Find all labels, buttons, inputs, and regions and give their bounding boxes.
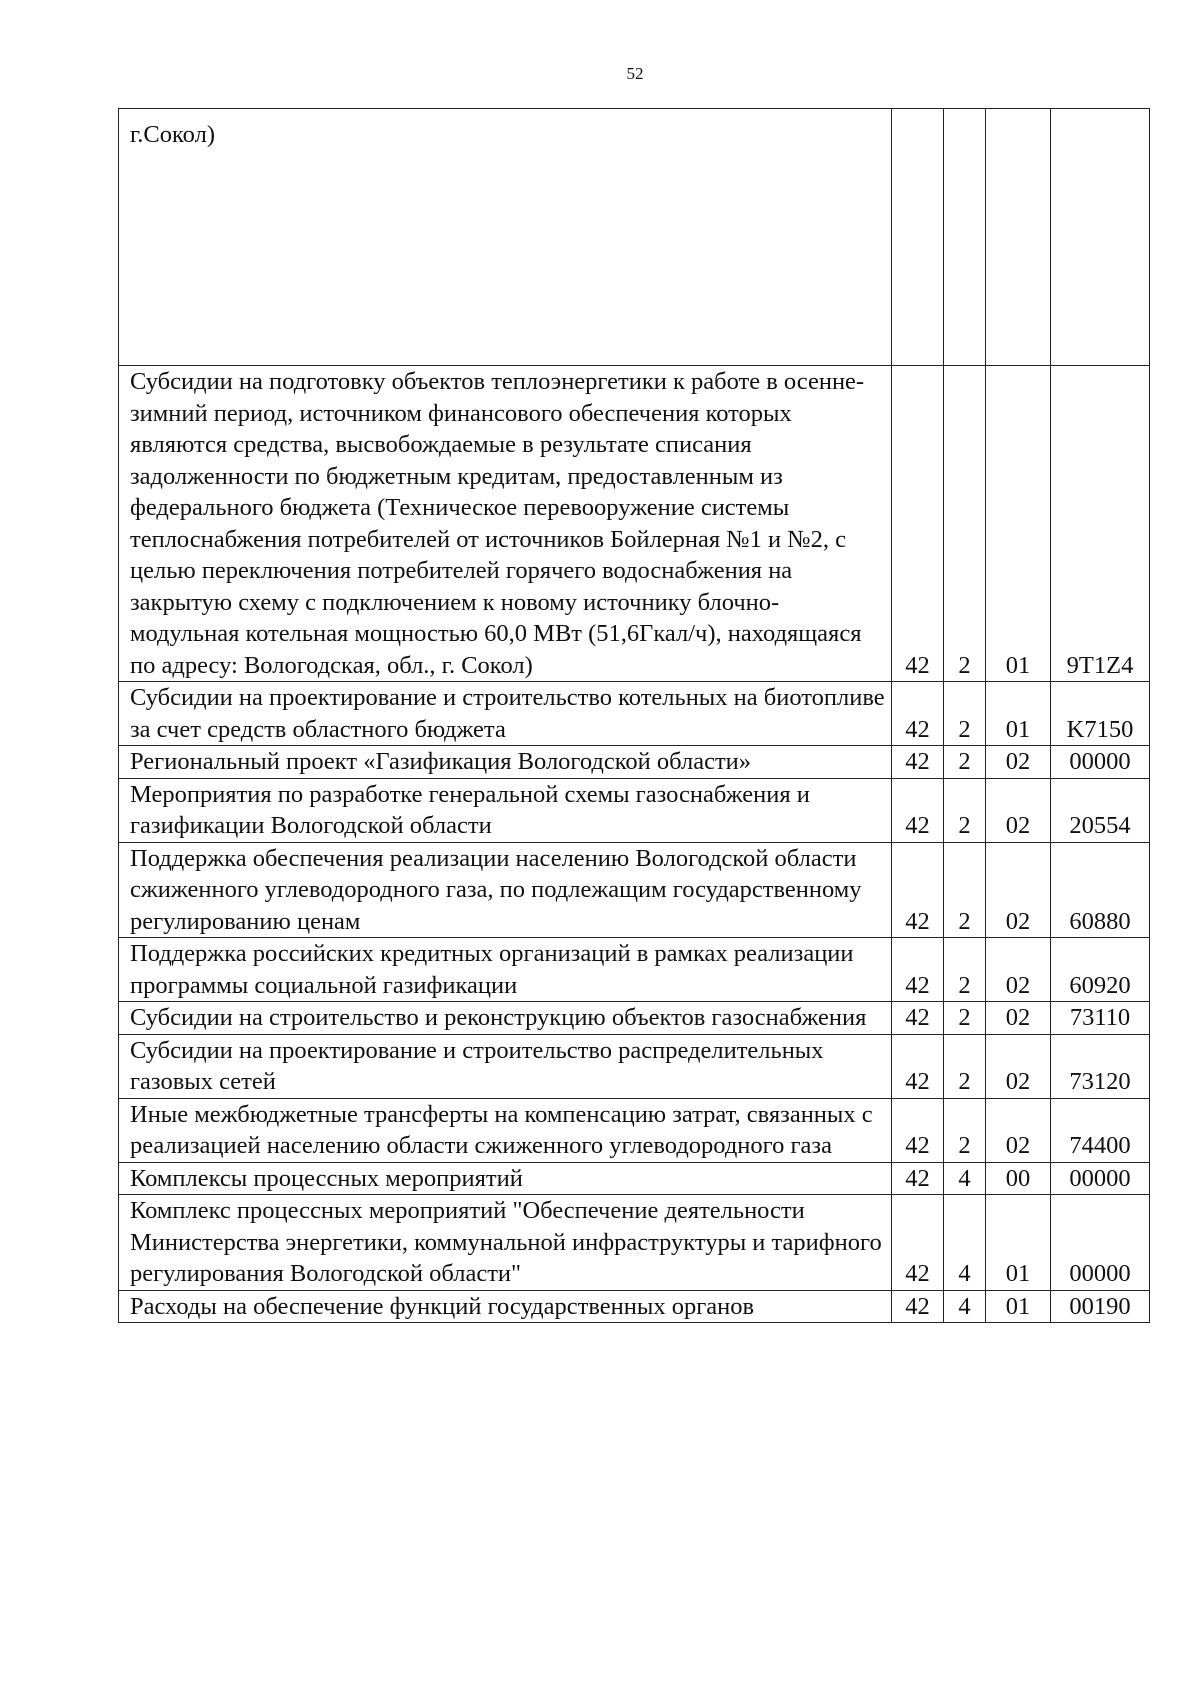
expense-name-cell: г.Сокол) (119, 109, 892, 366)
event-code-cell: 02 (986, 746, 1051, 779)
direction-code-cell: 00000 (1051, 746, 1150, 779)
subprogram-code-cell: 4 (944, 1162, 986, 1195)
table-row (119, 1290, 1150, 1323)
event-code-cell: 02 (986, 1098, 1051, 1162)
table-row (119, 778, 1150, 842)
program-code-cell (892, 109, 944, 366)
table-row (119, 1162, 1150, 1195)
expense-name-cell: Мероприятия по разработке генеральной схемы газоснабжения и газификации Вологодской области (119, 778, 892, 842)
event-code-cell: 02 (986, 938, 1051, 1002)
direction-code-cell: 00190 (1051, 1290, 1150, 1323)
event-code-cell: 01 (986, 366, 1051, 682)
direction-code-cell: 73110 (1051, 1002, 1150, 1035)
event-code-cell: 02 (986, 1034, 1051, 1098)
table-row (119, 1195, 1150, 1291)
expense-name-cell: Субсидии на проектирование и строительство котельных на биотопливе за счет средств областного бюджета (119, 682, 892, 746)
event-code-cell: 02 (986, 778, 1051, 842)
program-code-cell: 42 (892, 1162, 944, 1195)
direction-code-cell: 9T1Z4 (1051, 366, 1150, 682)
subprogram-code-cell: 2 (944, 1034, 986, 1098)
event-code-cell: 02 (986, 842, 1051, 938)
event-code-cell: 02 (986, 1002, 1051, 1035)
subprogram-code-cell: 4 (944, 1290, 986, 1323)
program-code-cell: 42 (892, 778, 944, 842)
expense-name-cell: Комплексы процессных мероприятий (119, 1162, 892, 1195)
table-row (119, 842, 1150, 938)
subprogram-code-cell: 2 (944, 778, 986, 842)
table-row (119, 938, 1150, 1002)
page-number: 52 (626, 64, 644, 83)
subprogram-code-cell: 2 (944, 682, 986, 746)
expense-name-cell: Поддержка российских кредитных организаций в рамках реализации программы социальной газификации (119, 938, 892, 1002)
direction-code-cell: 73120 (1051, 1034, 1150, 1098)
direction-code-cell: 74400 (1051, 1098, 1150, 1162)
expense-name-cell: Иные межбюджетные трансферты на компенсацию затрат, связанных с реализацией населению области сжиженного углеводородного газа (119, 1098, 892, 1162)
direction-code-cell: K7150 (1051, 682, 1150, 746)
program-code-cell: 42 (892, 1290, 944, 1323)
subprogram-code-cell: 2 (944, 842, 986, 938)
subprogram-code-cell: 2 (944, 1098, 986, 1162)
program-code-cell: 42 (892, 1195, 944, 1291)
direction-code-cell: 60880 (1051, 842, 1150, 938)
expense-name-cell: Субсидии на проектирование и строительство распределительных газовых сетей (119, 1034, 892, 1098)
table-row (119, 109, 1150, 366)
event-code-cell (986, 109, 1051, 366)
program-code-cell: 42 (892, 1002, 944, 1035)
expense-name-cell: Региональный проект «Газификация Вологодской области» (119, 746, 892, 779)
expense-name-cell: Комплекс процессных мероприятий "Обеспечение деятельности Министерства энергетики, коммунальной инфраструктуры и тарифного регулирования Вологодской области" (119, 1195, 892, 1291)
program-code-cell: 42 (892, 366, 944, 682)
expense-name-cell: Субсидии на подготовку объектов теплоэнергетики к работе в осенне-зимний период, источником финансового обеспечения которых являются средства, высвобождаемые в результате списания задолженности по бюджетным кредитам, предоставленным из федерального бюджета (Техническое перевооружение системы теплоснабжения потребителей от источников Бойлерная №1 и №2, с целью переключения потребителей горячего водоснабжения на закрытую схему с подключением к новому источнику блочно-модульная котельная мощностью 60,0 МВт (51,6Гкал/ч), находящаяся по адресу: Вологодская, обл., г. Сокол) (119, 366, 892, 682)
direction-code-cell: 00000 (1051, 1195, 1150, 1291)
direction-code-cell: 00000 (1051, 1162, 1150, 1195)
subprogram-code-cell: 2 (944, 1002, 986, 1035)
table-row (119, 1098, 1150, 1162)
subprogram-code-cell: 4 (944, 1195, 986, 1291)
direction-code-cell: 20554 (1051, 778, 1150, 842)
program-code-cell: 42 (892, 938, 944, 1002)
subprogram-code-cell: 2 (944, 746, 986, 779)
table-row (119, 1034, 1150, 1098)
event-code-cell: 00 (986, 1162, 1051, 1195)
table-row (119, 366, 1150, 682)
budget-classification-table (118, 108, 1150, 1323)
expense-name-cell: Субсидии на строительство и реконструкцию объектов газоснабжения (119, 1002, 892, 1035)
event-code-cell: 01 (986, 1195, 1051, 1291)
table-row (119, 1002, 1150, 1035)
expense-name-cell: Поддержка обеспечения реализации населению Вологодской области сжиженного углеводородного газа, по подлежащим государственному регулированию ценам (119, 842, 892, 938)
direction-code-cell: 60920 (1051, 938, 1150, 1002)
subprogram-code-cell (944, 109, 986, 366)
program-code-cell: 42 (892, 1034, 944, 1098)
table-row (119, 682, 1150, 746)
subprogram-code-cell: 2 (944, 938, 986, 1002)
program-code-cell: 42 (892, 1098, 944, 1162)
expense-name-cell: Расходы на обеспечение функций государственных органов (119, 1290, 892, 1323)
event-code-cell: 01 (986, 682, 1051, 746)
event-code-cell: 01 (986, 1290, 1051, 1323)
table-row (119, 746, 1150, 779)
direction-code-cell (1051, 109, 1150, 366)
program-code-cell: 42 (892, 746, 944, 779)
program-code-cell: 42 (892, 842, 944, 938)
subprogram-code-cell: 2 (944, 366, 986, 682)
program-code-cell: 42 (892, 682, 944, 746)
